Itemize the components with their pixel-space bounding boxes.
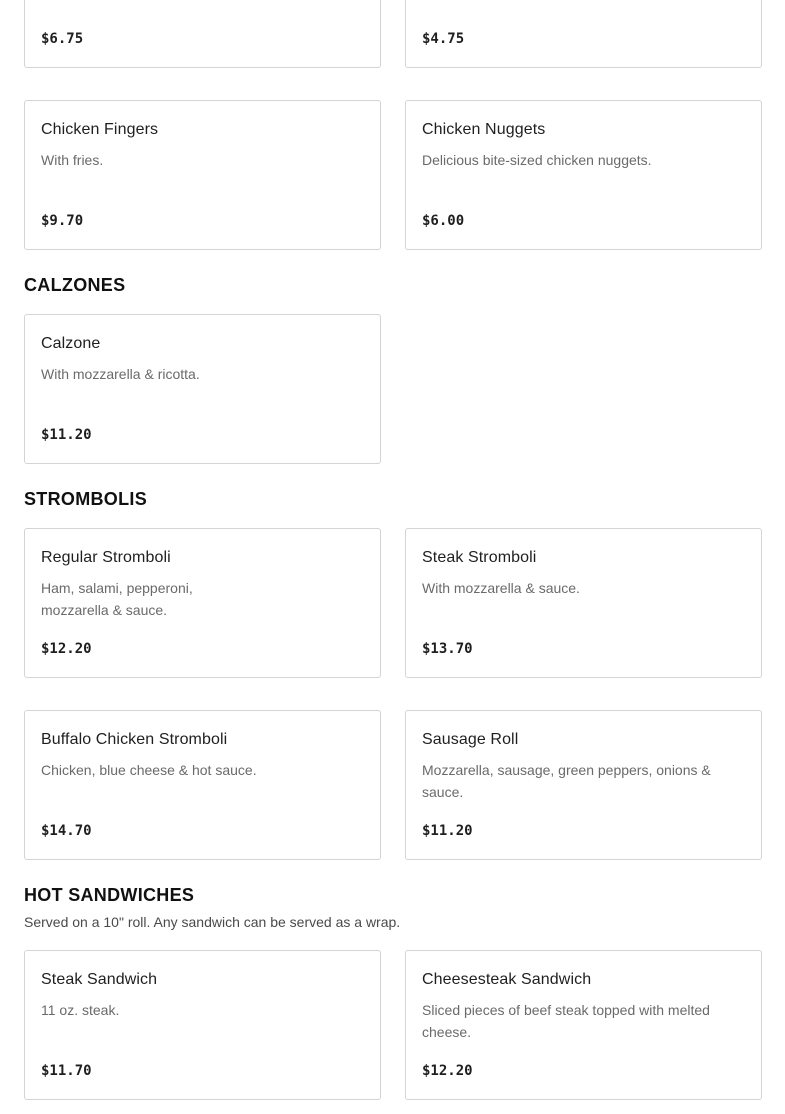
- menu-item-chicken-nuggets[interactable]: [405, 100, 762, 250]
- item-description: Sliced pieces of beef steak topped with melted cheese.: [422, 1002, 710, 1040]
- menu-item-regular-stromboli[interactable]: [24, 528, 381, 678]
- item-price: $6.75: [41, 31, 84, 47]
- item-price: $11.20: [41, 427, 92, 443]
- item-description: Chicken, blue cheese & hot sauce.: [41, 762, 257, 778]
- menu-item-chicken-fingers[interactable]: [24, 100, 381, 250]
- section-title-strombolis: STROMBOLIS: [24, 489, 147, 509]
- menu-item-card[interactable]: [405, 0, 762, 68]
- menu-item-sausage-roll[interactable]: [405, 710, 762, 860]
- item-description: Ham, salami, pepperoni, mozzarella & sauce.: [41, 580, 193, 618]
- item-description: 11 oz. steak.: [41, 1002, 120, 1018]
- section-description: Served on a 10" roll. Any sandwich can be served as a wrap.: [24, 914, 401, 930]
- item-price: $12.20: [41, 641, 92, 657]
- item-name: Chicken Fingers: [41, 121, 159, 138]
- menu-item-buffalo-chicken-stromboli[interactable]: [24, 710, 381, 860]
- item-name: Cheesesteak Sandwich: [422, 971, 592, 988]
- item-name: Sausage Roll: [422, 731, 519, 748]
- menu-item-card[interactable]: [24, 0, 381, 68]
- item-name: Regular Stromboli: [41, 549, 171, 566]
- item-description: With mozzarella & ricotta.: [41, 366, 200, 382]
- item-price: $6.00: [422, 213, 465, 229]
- item-name: Calzone: [41, 335, 101, 352]
- item-description: With fries.: [41, 152, 104, 168]
- item-price: $12.20: [422, 1063, 473, 1079]
- section-title-calzones: CALZONES: [24, 275, 126, 295]
- item-description: Delicious bite-sized chicken nuggets.: [422, 152, 652, 168]
- menu-item-cheesesteak-sandwich[interactable]: [405, 950, 762, 1100]
- item-price: $11.70: [41, 1063, 92, 1079]
- item-name: Buffalo Chicken Stromboli: [41, 731, 228, 748]
- item-name: Steak Stromboli: [422, 549, 537, 566]
- menu-item-calzone[interactable]: [24, 314, 381, 464]
- item-price: $11.20: [422, 823, 473, 839]
- item-price: $13.70: [422, 641, 473, 657]
- item-description: With mozzarella & sauce.: [422, 580, 580, 596]
- section-title-hot-sandwiches: HOT SANDWICHES: [24, 885, 195, 905]
- item-name: Chicken Nuggets: [422, 121, 546, 138]
- item-price: $4.75: [422, 31, 465, 47]
- item-price: $14.70: [41, 823, 92, 839]
- item-description: Mozzarella, sausage, green peppers, onions & sauce.: [422, 762, 711, 800]
- menu-item-steak-stromboli[interactable]: [405, 528, 762, 678]
- item-price: $9.70: [41, 213, 84, 229]
- menu-item-steak-sandwich[interactable]: [24, 950, 381, 1100]
- item-name: Steak Sandwich: [41, 971, 158, 988]
